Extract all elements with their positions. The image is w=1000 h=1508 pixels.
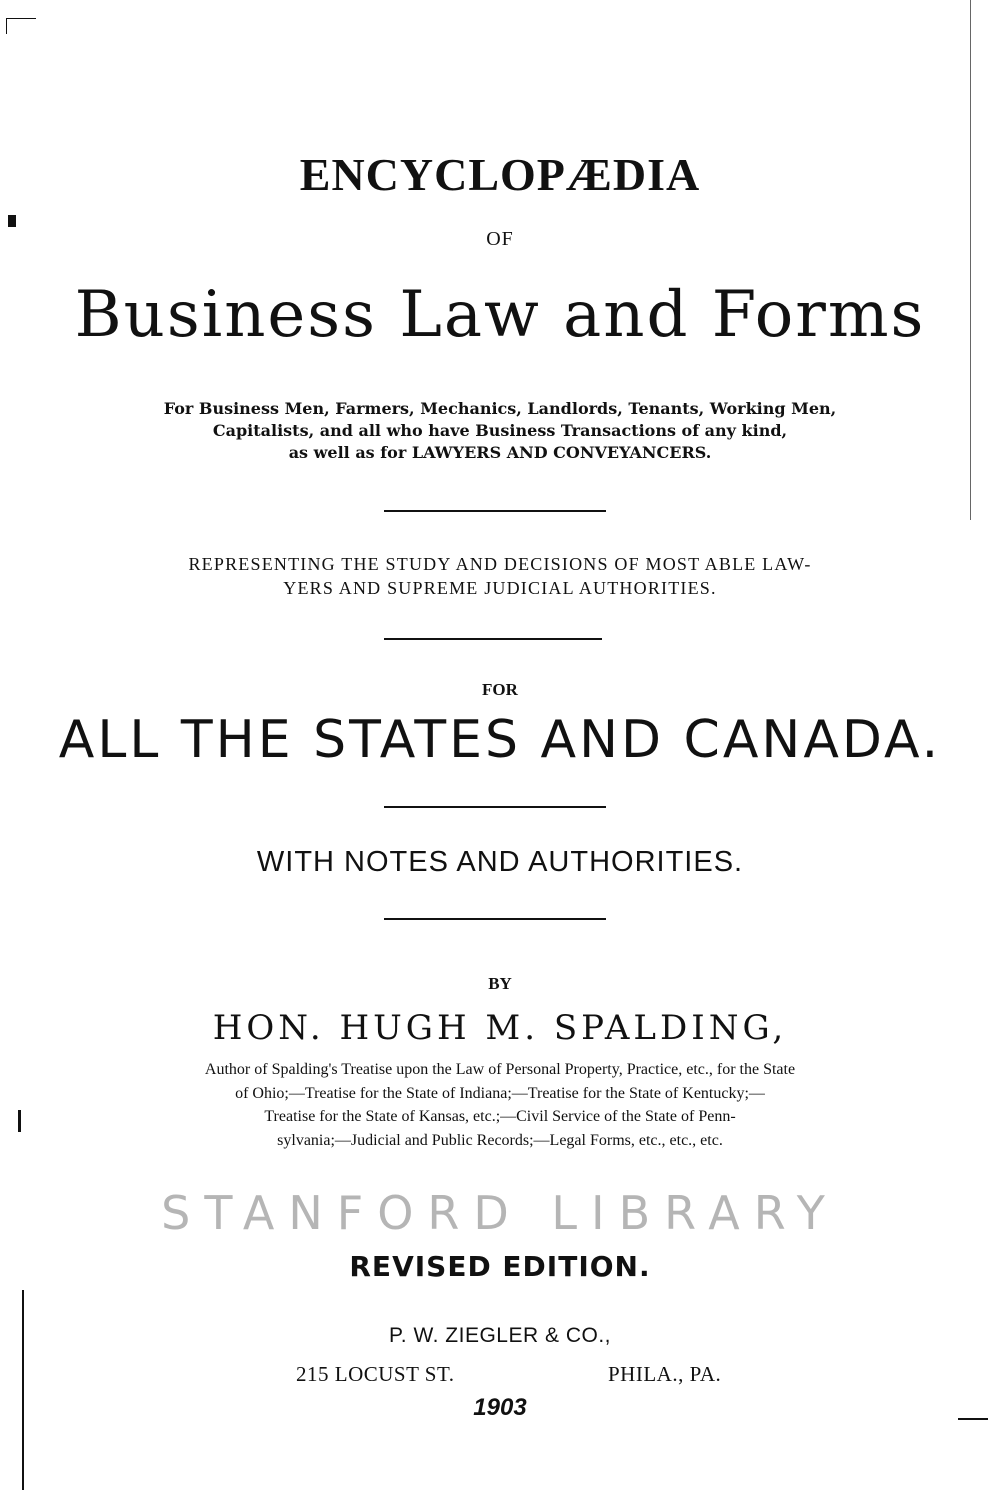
scan-edge-mark <box>6 18 7 34</box>
representing-statement <box>0 552 1000 600</box>
book-title: ENCYCLOPÆDIA <box>299 149 701 200</box>
book-subject: Business Law and Forms <box>74 278 926 352</box>
credential-line: sylvania;—Judicial and Public Records;—Legal Forms, etc., etc., etc. <box>277 1131 723 1149</box>
divider-rule <box>384 806 606 808</box>
publisher-street: 215 LOCUST ST. <box>296 1362 455 1386</box>
credential-line: Treatise for the State of Kansas, etc.;—Civil Service of the State of Penn- <box>264 1108 736 1125</box>
audience-line: Capitalists, and all who have Business Transactions of any kind, <box>212 421 788 440</box>
notes-heading: WITH NOTES AND AUTHORITIES. <box>256 846 744 878</box>
by-label: BY <box>488 974 512 993</box>
scan-edge-mark <box>8 215 16 227</box>
audience-line: as well as for LAWYERS AND CONVEYANCERS. <box>288 443 712 462</box>
audience-description <box>0 398 1000 464</box>
divider-rule <box>384 638 602 640</box>
scan-edge-mark <box>6 18 36 19</box>
author-name: HON. HUGH M. SPALDING, <box>212 1008 788 1048</box>
representing-line: YERS AND SUPREME JUDICIAL AUTHORITIES. <box>283 578 717 598</box>
library-stamp: STANFORD LIBRARY <box>161 1186 839 1240</box>
title-connector: OF <box>486 228 514 250</box>
credential-line: Author of Spalding's Treatise upon the Law of Personal Property, Practice, etc., for the State <box>204 1061 796 1078</box>
representing-line: REPRESENTING THE STUDY AND DECISIONS OF MOST ABLE LAW- <box>188 554 812 574</box>
jurisdiction-heading: ALL THE STATES AND CANADA. <box>58 710 942 770</box>
for-label: FOR <box>482 680 518 699</box>
publisher-name: P. W. ZIEGLER & CO., <box>389 1324 611 1347</box>
credential-line: of Ohio;—Treatise for the State of Indiana;—Treatise for the State of Kentucky;— <box>235 1084 765 1102</box>
scan-edge-mark <box>22 1290 24 1490</box>
audience-line: For Business Men, Farmers, Mechanics, Landlords, Tenants, Working Men, <box>163 399 837 418</box>
publication-year: 1903 <box>473 1394 527 1421</box>
divider-rule <box>384 510 606 512</box>
divider-rule <box>384 918 606 920</box>
author-credentials <box>0 1058 1000 1152</box>
publisher-city: PHILA., PA. <box>608 1362 722 1386</box>
edition-label: REVISED EDITION. <box>349 1250 651 1283</box>
